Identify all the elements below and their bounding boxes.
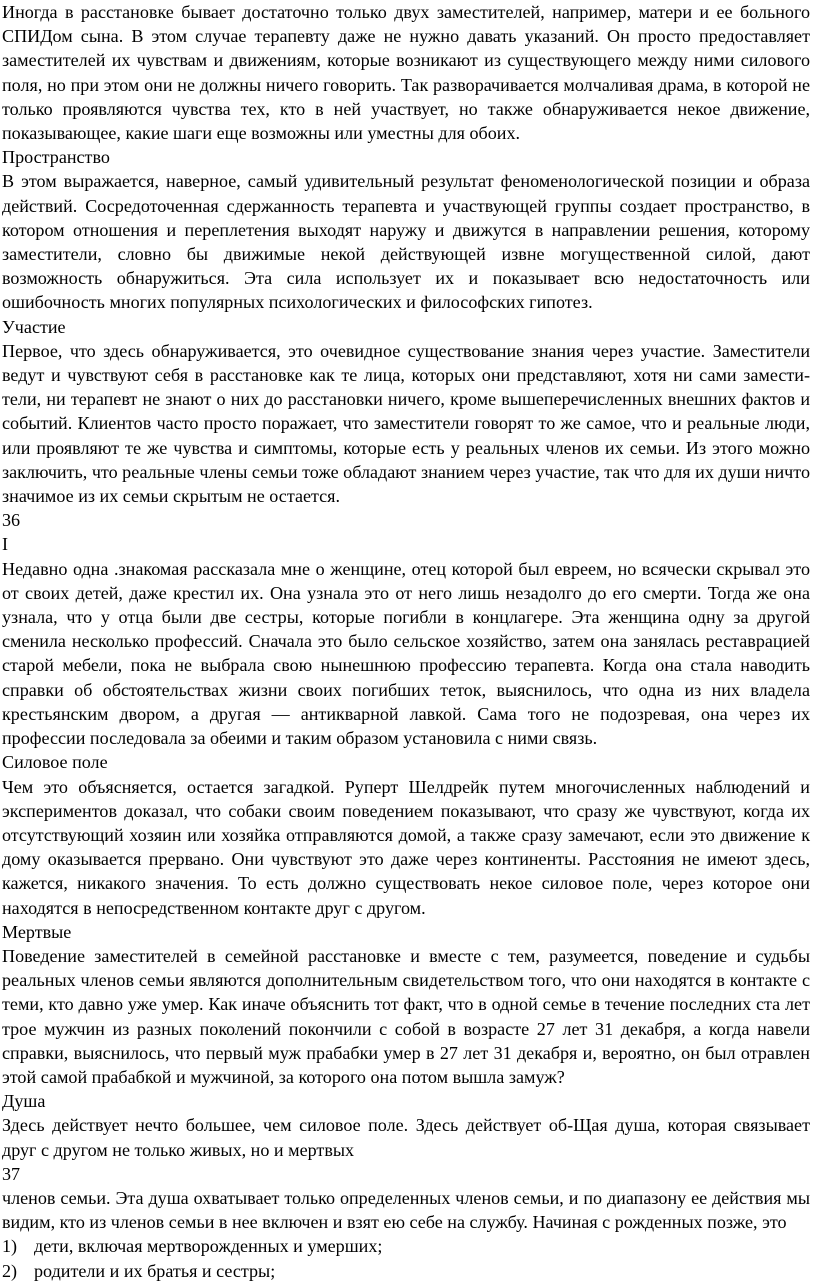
paragraph-soul-continued: членов семьи. Эта душа охватывает только определенных членов семьи, и по диапазону ее действия мы видим, кто из членов семьи в нее включен и взят ею себе на службу. Начиная с рожденных позже, это — [2, 1187, 810, 1233]
page-number-36: 36 — [2, 510, 21, 531]
paragraph-space: В этом выражается, наверное, самый удивительный результат феноменологической позиции и образа действий. Сосредоточенная сдержанность терапевта и участвующей группы создает пространство, в котором отношения и переплетения выходят наружу и движутся в направлении решения, которому заместители, словно бы движимые некой действующей извне могущественной силой, дают возможность обнаружиться. Эта сила использует их и показывает всю недостаточность или ошибочность многих популярных психологических и философских гипотез. — [2, 171, 810, 313]
list-item-number: 1) — [2, 1236, 18, 1257]
list-item-number: 2) — [2, 1260, 18, 1281]
section-mark: I — [2, 534, 9, 555]
list-item-text: дети, включая мертворожденных и умерших; — [34, 1236, 383, 1257]
list-item — [2, 1259, 810, 1283]
paragraph-acquaintance: Недавно одна .знакомая рассказала мне о женщине, отец которой был евреем, но всячески скрывал это от своих детей, даже крестил их. Она узнала это от него лишь незадолго до его смерти. Тогда же она узнала, что у отца были две сестры, которые погибли в концлагере. Эта женщина одну за другой сменила несколько профессий. Сначала это было сельское хозяйство, затем она занялась реставрацией старой мебели, пока не выбрала свою нынешнюю профессию терапевта. Когда она стала наводить справки об обстоятельствах жизни своих погибших теток, выяснилось, что одна из них владела крестьянским двором, а другая — антикварной лавкой. Сама того не подозревая, она через их профессии последовала за обеими и таким образом установила с ними связь. — [2, 558, 810, 749]
page-number-37: 37 — [2, 1163, 21, 1184]
heading-soul: Душа — [2, 1091, 46, 1112]
heading-force-field: Силовое поле — [2, 752, 108, 773]
paragraph-force-field: Чем это объясняется, остается загадкой. Руперт Шелдрейк путем многочисленных наблюдений и экспериментов доказал, что собаки своим поведением показывают, что сразу же чувствуют, когда их отсутствующий хозяин или хозяйка отправляются домой, а также сразу замечают, если это движение к дому оказывается прервано. Они чувствуют это даже через континенты. Расстояния не имеют здесь, кажется, никакого значения. То есть должно существовать некое силовое поле, через которое они находятся в непосредственном контакте друг с другом. — [2, 776, 810, 918]
paragraph-soul: Здесь действует нечто большее, чем силовое поле. Здесь действует об-Щая душа, которая связывает друг с другом не только живых, но и мертвых — [2, 1115, 810, 1160]
paragraph-intro: Иногда в расстановке бывает достаточно только двух заместителей, например, матери и ее больного СПИДом сына. В этом случае терапевту даже не нужно давать указаний. Он просто предоставляет заместителей их чувствам и движениям, которые возникают из существующего между ними силового поля, но при этом они не должны ничего говорить. Так разворачивается молчаливая драма, в которой не только проявляются чувства тех, кто в ней участвует, но также обнаруживается некое движение, показывающее, какие шаги еще возможны или уместны для обоих. — [2, 2, 810, 144]
heading-space: Пространство — [2, 147, 110, 168]
paragraph-participation: Первое, что здесь обнаруживается, это очевидное существование знания через участие. Заместители ведут и чувствуют себя в расстановке как те лица, которых они представляют, хотя ни сами замести-тели, ни терапевт не знают о них до расстановки ничего, кроме вышеперечисленных внешних фактов и событий. Клиентов часто просто поражает, что заместители говорят то же самое, что и реальные люди, или проявляют те же чувства и симптомы, которые есть у реальных членов их семьи. Из этого можно заключить, что реальные члены семьи тоже обладают знанием через участие, так что для их души ничто значимое из их семьи скрытым не остается. — [2, 340, 810, 507]
heading-participation: Участие — [2, 316, 66, 337]
list-item-text: родители и их братья и сестры; — [34, 1260, 276, 1281]
paragraph-dead: Поведение заместителей в семейной расстановке и вместе с тем, разумеется, поведение и судьбы реальных членов семьи являются дополнительным свидетельством того, что они находятся в контакте с теми, кто давно уже умер. Как иначе объяснить тот факт, что в одной семье в течение последних ста лет трое мужчин из разных поколений покончили с собой в возрасте 27 лет 31 декабря, а когда навели справки, выяснилось, что первый муж прабабки умер в 27 лет 31 декабря и, вероятно, он был отравлен этой самой прабабкой и мужчиной, за которого она потом вышла замуж? — [2, 945, 810, 1087]
list-item — [2, 1234, 810, 1258]
heading-dead: Мертвые — [2, 921, 72, 942]
